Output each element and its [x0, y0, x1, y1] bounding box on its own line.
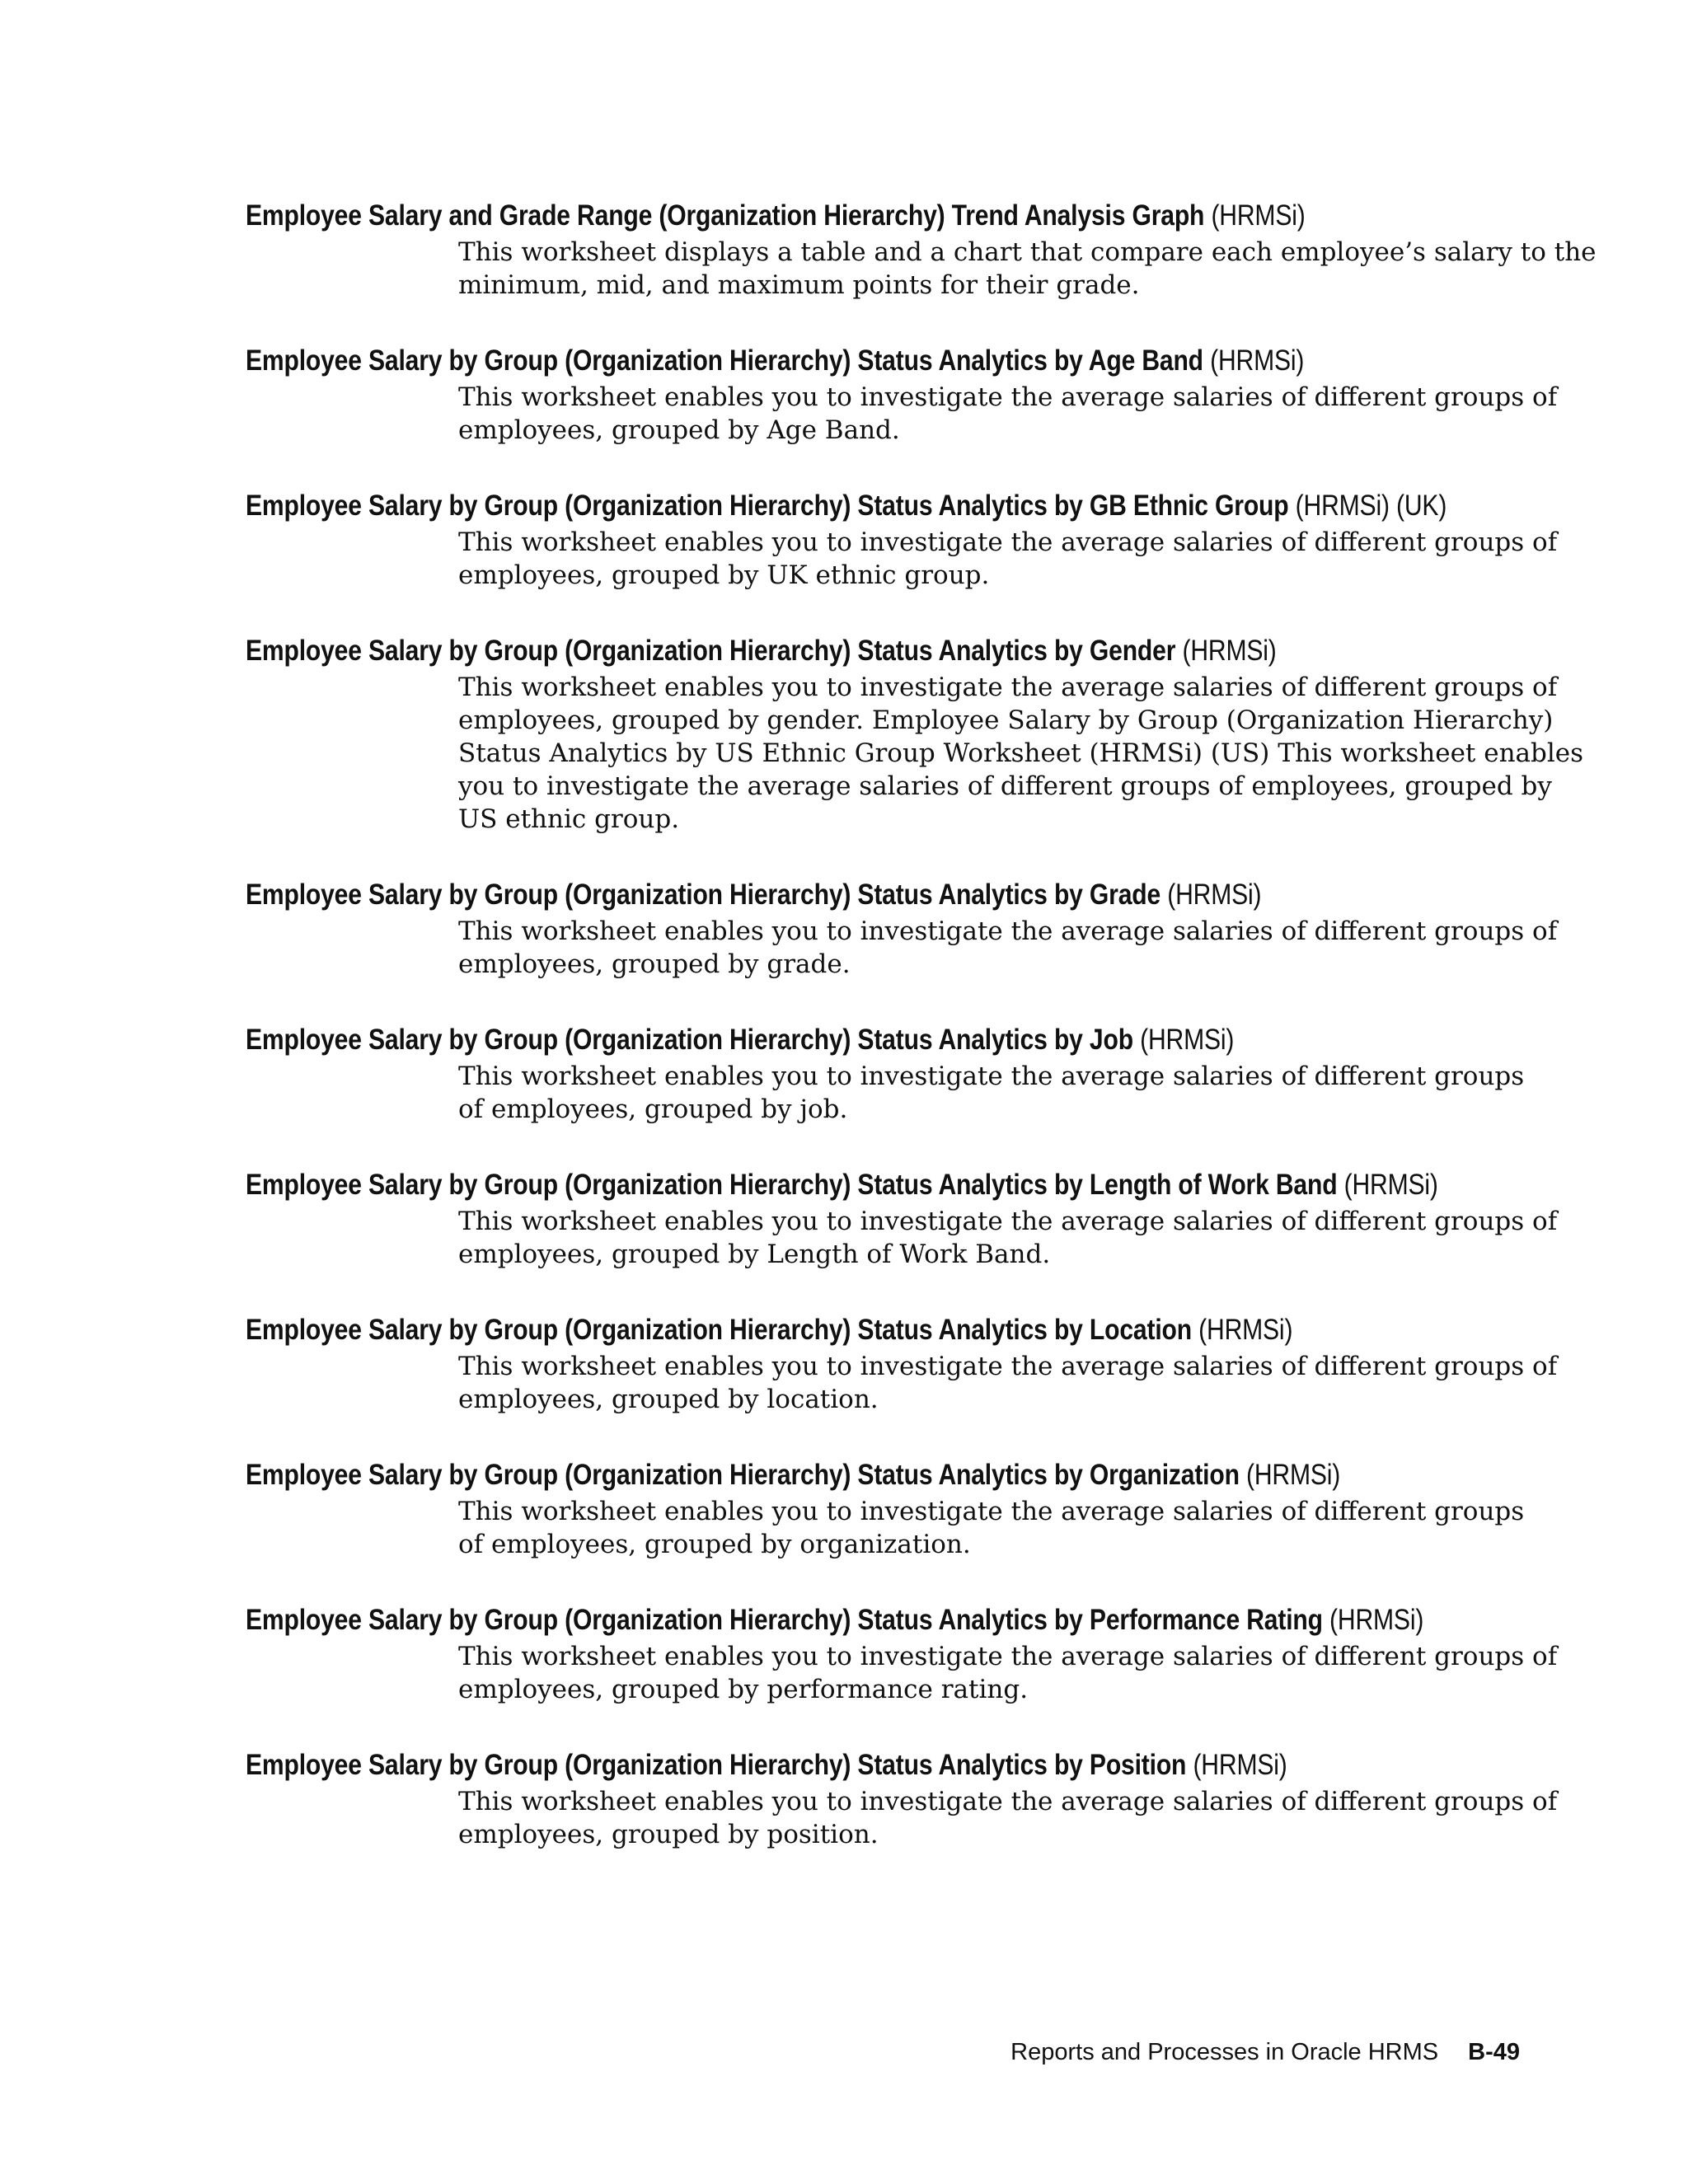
description-line: This worksheet enables you to investigate the average salaries of different groups of [458, 1352, 1558, 1381]
description-line: employees, grouped by Length of Work Band. [458, 1240, 1051, 1269]
entry-title-suffix: (HRMSi) [1167, 879, 1262, 911]
entry-title-suffix: (HRMSi) [1245, 1459, 1341, 1491]
description-line: employees, grouped by grade. [458, 949, 851, 979]
entry [246, 1747, 1558, 1851]
entry-title [246, 633, 1352, 669]
entry-title-text: Employee Salary by Group (Organization Hierarchy) Status Analytics by GB Ethnic Group [246, 490, 1289, 522]
entry-title-text: Employee Salary by Group (Organization Hierarchy) Status Analytics by Gender [246, 635, 1176, 667]
description-line: employees, grouped by gender. Employee Salary by Group (Organization Hierarchy) [458, 705, 1554, 735]
entry-title-text: Employee Salary and Grade Range (Organization Hierarchy) Trend Analysis Graph [246, 199, 1205, 232]
entry-title-text: Employee Salary by Group (Organization Hierarchy) Status Analytics by Performance Rating [246, 1604, 1323, 1636]
entry [246, 633, 1584, 836]
description-line: This worksheet enables you to investigate the average salaries of different groups of [458, 1787, 1558, 1816]
entry [246, 1457, 1531, 1561]
entry-title-suffix: (HRMSi) (UK) [1295, 490, 1447, 522]
entry-title [246, 198, 1352, 234]
description-line: This worksheet enables you to investigate the average salaries of different groups [458, 1497, 1525, 1526]
entry-description [458, 671, 1584, 836]
entry-description [458, 1060, 1530, 1126]
entry-title-text: Employee Salary by Group (Organization Hierarchy) Status Analytics by Grade [246, 879, 1161, 911]
entry-title [246, 877, 1352, 913]
entry-description [458, 526, 1558, 592]
entry-list [246, 198, 1597, 1892]
entry-title-suffix: (HRMSi) [1193, 1749, 1287, 1781]
entry [246, 488, 1558, 592]
entry-description [458, 236, 1597, 302]
entry [246, 1602, 1558, 1706]
description-line: employees, grouped by UK ethnic group. [458, 560, 990, 590]
entry-title [246, 343, 1352, 379]
footer-text: Reports and Processes in Oracle HRMS [1010, 2039, 1439, 2065]
entry-title-text: Employee Salary by Group (Organization Hierarchy) Status Analytics by Age Band [246, 344, 1203, 377]
entry-description [458, 381, 1558, 447]
entry-title [246, 1747, 1352, 1783]
entry [246, 1167, 1558, 1271]
entry-title-suffix: (HRMSi) [1140, 1024, 1235, 1056]
entry [246, 198, 1597, 302]
entry-title [246, 1022, 1352, 1058]
entry-title-text: Employee Salary by Group (Organization Hierarchy) Status Analytics by Length of Work Band [246, 1169, 1338, 1201]
entry-title-suffix: (HRMSi) [1343, 1169, 1438, 1201]
entry-title-suffix: (HRMSi) [1210, 344, 1305, 377]
description-line: employees, grouped by Age Band. [458, 415, 900, 445]
entry [246, 1022, 1531, 1126]
description-line: you to investigate the average salaries of different groups of employees, grouped by [458, 771, 1552, 801]
description-line: employees, grouped by position. [458, 1820, 879, 1849]
description-line: This worksheet enables you to investigate the average salaries of different groups of [458, 1642, 1558, 1671]
entry-description [458, 1205, 1558, 1271]
entry-description [458, 1350, 1558, 1416]
description-line: employees, grouped by location. [458, 1385, 879, 1414]
description-line: This worksheet enables you to investigate the average salaries of different groups of [458, 1207, 1558, 1236]
description-line: of employees, grouped by job. [458, 1094, 848, 1124]
entry-title [246, 1167, 1438, 1203]
entry-description [458, 1495, 1530, 1561]
page-footer [1010, 2039, 1520, 2066]
entry-title-text: Employee Salary by Group (Organization Hierarchy) Status Analytics by Position [246, 1749, 1187, 1781]
description-line: of employees, grouped by organization. [458, 1530, 971, 1559]
entry-title-suffix: (HRMSi) [1198, 1314, 1293, 1346]
description-line: Status Analytics by US Ethnic Group Worksheet (HRMSi) (US) This worksheet enables [458, 738, 1584, 768]
entry-title-text: Employee Salary by Group (Organization Hierarchy) Status Analytics by Location [246, 1314, 1192, 1346]
description-line: This worksheet enables you to investigate the average salaries of different groups of [458, 527, 1558, 557]
description-line: US ethnic group. [458, 804, 680, 834]
description-line: This worksheet displays a table and a chart that compare each employee’s salary to the [458, 237, 1597, 267]
description-line: employees, grouped by performance rating. [458, 1675, 1029, 1704]
entry-title-suffix: (HRMSi) [1211, 199, 1306, 232]
entry [246, 877, 1558, 981]
entry-title-text: Employee Salary by Group (Organization Hierarchy) Status Analytics by Job [246, 1024, 1133, 1056]
entry-title-suffix: (HRMSi) [1182, 635, 1277, 667]
description-line: This worksheet enables you to investigate the average salaries of different groups of [458, 673, 1558, 702]
page-number: B-49 [1468, 2039, 1520, 2065]
description-line: This worksheet enables you to investigate the average salaries of different groups of [458, 916, 1558, 946]
entry-title-text: Employee Salary by Group (Organization Hierarchy) Status Analytics by Organization [246, 1459, 1240, 1491]
entry [246, 1312, 1558, 1416]
entry-description [458, 1640, 1558, 1706]
description-line: This worksheet enables you to investigate the average salaries of different groups [458, 1062, 1525, 1091]
entry-title [246, 1602, 1424, 1638]
entry [246, 343, 1558, 447]
description-line: This worksheet enables you to investigate the average salaries of different groups of [458, 382, 1558, 412]
entry-title [246, 488, 1447, 524]
description-line: minimum, mid, and maximum points for their grade. [458, 270, 1140, 300]
entry-description [458, 1785, 1558, 1851]
entry-description [458, 915, 1558, 981]
entry-title [246, 1312, 1352, 1348]
entry-title-suffix: (HRMSi) [1329, 1604, 1424, 1636]
entry-title [246, 1457, 1352, 1493]
